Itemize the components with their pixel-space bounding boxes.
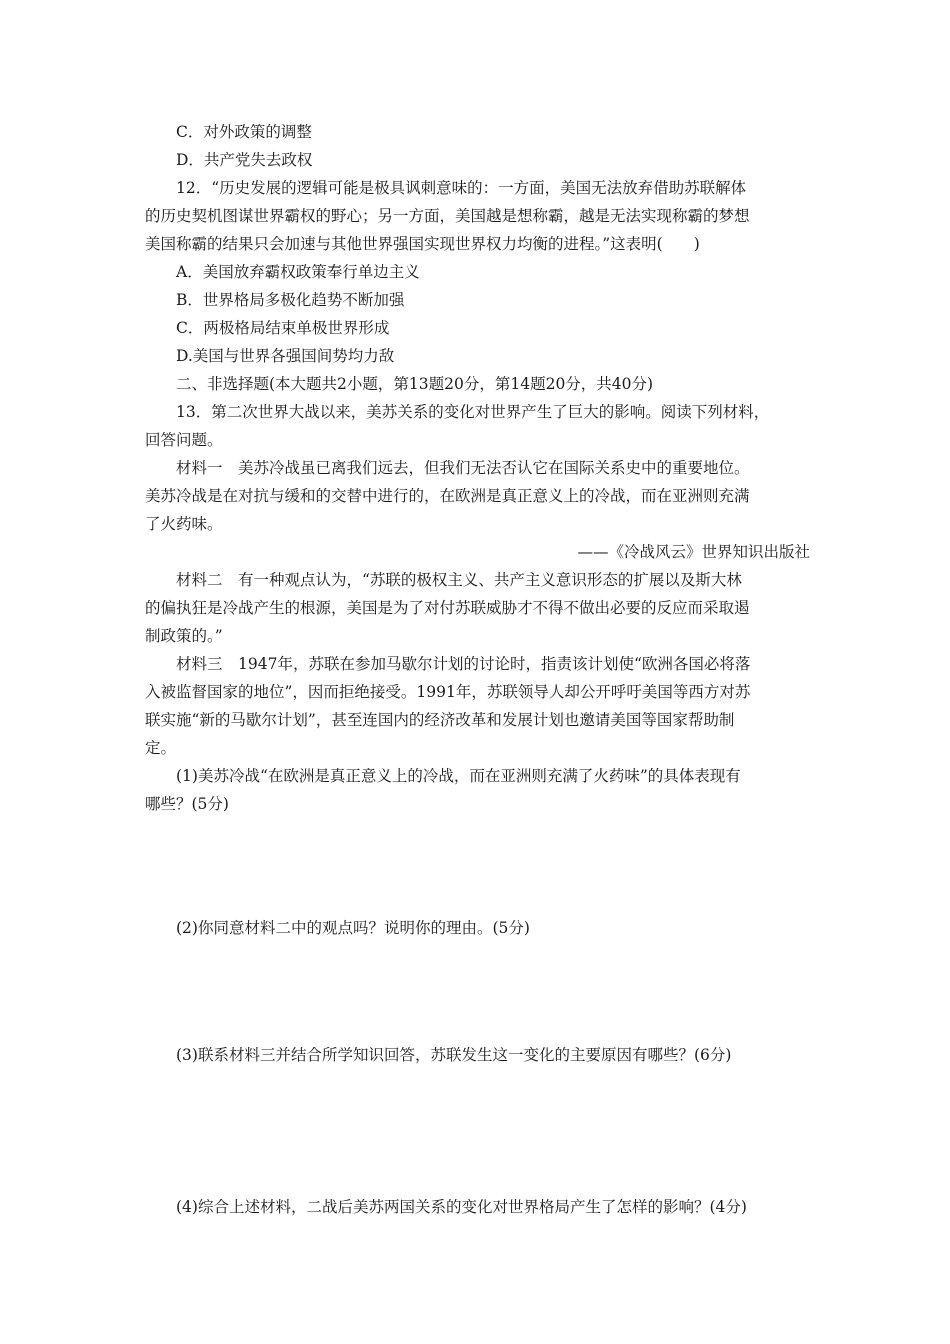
subquestion1-line1: (1)美苏冷战“在欧洲是真正意义上的冷战，而在亚洲则充满了火药味”的具体表现有 [176,767,741,785]
q11-option-d: D．共产党失去政权 [176,151,313,169]
material3-line1: 材料三 1947年，苏联在参加马歇尔计划的讨论时，指责该计划使“欧洲各国必将落 [176,655,751,673]
material3-line4: 定。 [145,739,177,757]
q12-option-c: C．两极格局结束单极世界形成 [176,319,390,337]
q11-option-c: C．对外政策的调整 [176,123,312,141]
material1-source: ——《冷战风云》世界知识出版社 [577,543,810,561]
material1-line2: 美苏冷战是在对抗与缓和的交替中进行的，在欧洲是真正意义上的冷战，而在亚洲则充满 [145,487,750,505]
material1-line1: 材料一 美苏冷战虽已离我们远去，但我们无法否认它在国际关系史中的重要地位。 [176,459,750,477]
q12-stem-line1: 12．“历史发展的逻辑可能是极具讽刺意味的：一方面，美国无法放弃借助苏联解体 [176,179,747,197]
subquestion4: (4)综合上述材料，二战后美苏两国关系的变化对世界格局产生了怎样的影响？(4分) [176,1198,747,1216]
material2-line2: 的偏执狂是冷战产生的根源，美国是为了对付苏联威胁才不得不做出必要的反应而采取遏 [145,599,750,617]
subquestion3: (3)联系材料三并结合所学知识回答，苏联发生这一变化的主要原因有哪些？(6分) [176,1046,732,1064]
q12-option-d: D.美国与世界各强国间势均力敌 [176,347,395,365]
q13-stem-line1: 13．第二次世界大战以来，美苏关系的变化对世界产生了巨大的影响。阅读下列材料， [176,403,770,421]
q12-option-b: B．世界格局多极化趋势不断加强 [176,291,405,309]
q12-option-a: A．美国放弃霸权政策奉行单边主义 [176,263,420,281]
q12-stem-line2: 的历史契机图谋世界霸权的野心；另一方面，美国越是想称霸，越是无法实现称霸的梦想 [145,207,750,225]
exam-page [145,118,810,818]
section2-heading: 二、非选择题(本大题共2小题，第13题20分，第14题20分，共40分) [176,375,654,393]
material2-line1: 材料二 有一种观点认为，“苏联的极权主义、共产主义意识形态的扩展以及斯大林 [176,571,742,589]
material3-line3: 联实施“新的马歇尔计划”，甚至连国内的经济改革和发展计划也邀请美国等国家帮助制 [145,711,735,729]
subquestion2: (2)你同意材料二中的观点吗？说明你的理由。(5分) [176,919,530,937]
q13-stem-line2: 回答问题。 [145,431,223,449]
material3-line2: 入被监督国家的地位”，因而拒绝接受。1991年，苏联领导人却公开呼吁美国等西方对苏 [145,683,751,701]
q12-stem-line3: 美国称霸的结果只会加速与其他世界强国实现世界权力均衡的进程。”这表明( ) [145,235,700,253]
material1-line3: 了火药味。 [145,515,223,533]
subquestion1-line2: 哪些？(5分) [145,795,229,813]
material2-line3: 制政策的。” [145,627,223,645]
